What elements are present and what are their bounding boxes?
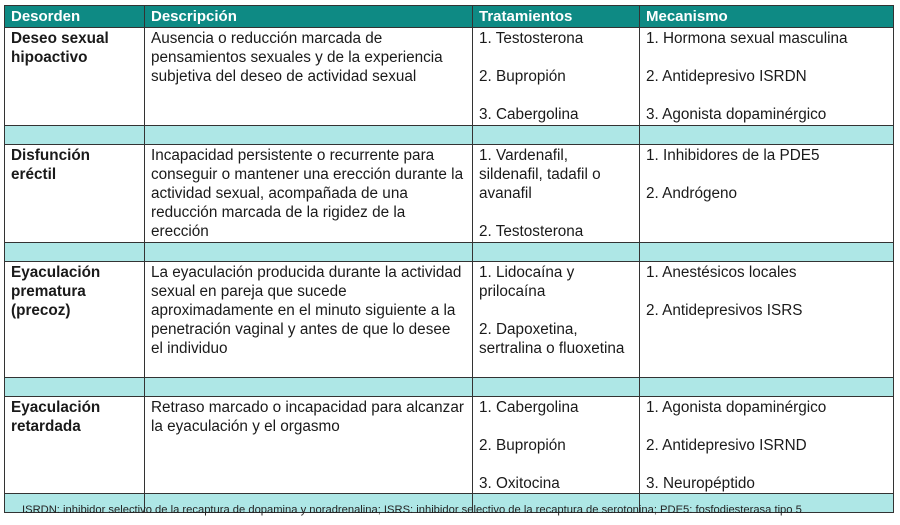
disorders-table [4, 5, 894, 513]
disorder-line: prematura [11, 282, 86, 300]
table-header-row [5, 6, 894, 28]
disorder-cell [5, 261, 145, 377]
disorder-line: Eyaculación [11, 398, 101, 416]
mechanism-item: 1. Anestésicos locales [646, 263, 797, 281]
mechanism-cell [640, 144, 894, 242]
table-row [5, 396, 894, 494]
disorder-line: eréctil [11, 165, 57, 183]
description-cell: Retraso marcado o incapacidad para alcanzar la eyaculación y el orgasmo [145, 396, 473, 494]
header-description: Descripción [145, 6, 473, 28]
disorder-cell [5, 144, 145, 242]
mechanism-item: 1. Hormona sexual masculina [646, 30, 848, 47]
mechanism-item: 2. Andrógeno [646, 184, 738, 202]
mechanism-item: 2. Antidepresivo ISRDN [646, 68, 807, 86]
mechanism-item: 1. Inhibidores de la PDE5 [646, 146, 820, 164]
treatment-item: 2. Dapoxetina, sertralina o fluoxetina [479, 321, 625, 358]
footnote: ISRDN: inhibidor selectivo de la recaptura de dopamina y noradrenalina; ISRS: inhibidor selectivo de la recaptura de serotonina; PDE5: fosfodiesterasa tipo 5 [22, 504, 802, 516]
treatment-item: 1. Testosterona [479, 30, 584, 47]
mechanism-item: 2. Antidepresivos ISRS [646, 301, 803, 319]
disorder-line: Eyaculación [11, 263, 101, 281]
spacer-row [5, 377, 894, 396]
treatment-item: 3. Cabergolina [479, 106, 579, 124]
header-treatments: Tratamientos [473, 6, 640, 28]
treatment-item: 1. Lidocaína y prilocaína [479, 263, 575, 300]
mechanism-item: 3. Neuropéptido [646, 475, 755, 493]
treatments-cell [473, 144, 640, 242]
treatment-item: 2. Bupropión [479, 68, 566, 86]
disorder-line: Disfunción [11, 146, 91, 164]
mechanism-item: 1. Agonista dopaminérgico [646, 398, 827, 416]
description-cell: La eyaculación producida durante la actividad sexual en pareja que sucede aproximadamente en el minuto siguiente a la penetración vaginal y antes de que lo desee el individuo [145, 261, 473, 377]
mechanism-cell [640, 396, 894, 494]
spacer-row [5, 125, 894, 144]
disorder-cell [5, 28, 145, 126]
mechanism-item: 2. Antidepresivo ISRND [646, 436, 807, 454]
treatment-item: 2. Bupropión [479, 436, 566, 454]
description-cell: Incapacidad persistente o recurrente para conseguir o mantener una erección durante la actividad sexual, acompañada de una reducción marcada de la rigidez de la erección [145, 144, 473, 242]
table-row [5, 261, 894, 377]
mechanism-item: 3. Agonista dopaminérgico [646, 106, 827, 124]
treatment-item: 3. Oxitocina [479, 475, 560, 493]
header-mechanism: Mecanismo [640, 6, 894, 28]
mechanism-cell [640, 261, 894, 377]
disorder-line: (precoz) [11, 302, 71, 320]
table-row [5, 144, 894, 242]
treatment-item: 1. Vardenafil, sildenafil, tadafil o avanafil [479, 146, 601, 203]
mechanism-cell [640, 28, 894, 126]
disorder-line: hipoactivo [11, 49, 88, 67]
treatment-item: 1. Cabergolina [479, 398, 579, 416]
treatments-cell [473, 261, 640, 377]
disorder-cell [5, 396, 145, 494]
description-cell: Ausencia o reducción marcada de pensamientos sexuales y de la experiencia subjetiva del deseo de actividad sexual [145, 28, 473, 126]
header-disorder: Desorden [5, 6, 145, 28]
treatments-cell [473, 28, 640, 126]
treatments-cell [473, 396, 640, 494]
disorder-line: retardada [11, 417, 81, 435]
spacer-row [5, 242, 894, 261]
table-row [5, 28, 894, 126]
disorder-line: Deseo sexual [11, 30, 109, 47]
treatment-item: 2. Testosterona [479, 223, 584, 241]
